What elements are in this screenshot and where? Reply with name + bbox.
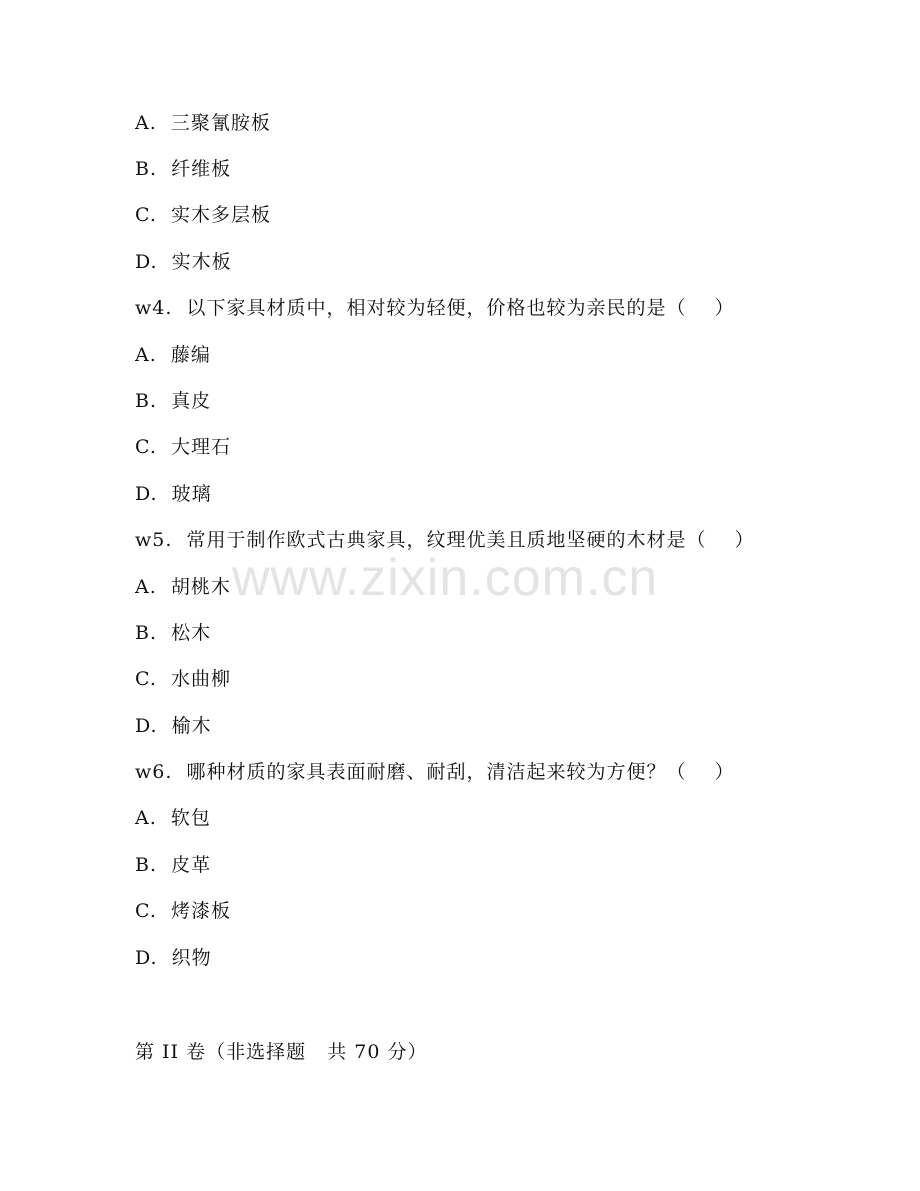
option-a-q3: A. 三聚氰胺板 — [135, 112, 271, 134]
option-b-w4: B. 真皮 — [135, 390, 212, 412]
option-d-w6: D. 织物 — [135, 947, 212, 969]
option-c-q3: C. 实木多层板 — [135, 204, 271, 226]
option-d-w4: D. 玻璃 — [135, 483, 212, 505]
option-a-w4: A. 藤编 — [135, 344, 211, 366]
option-b-w6: B. 皮革 — [135, 854, 212, 876]
watermark: www.zixin.com.cn — [232, 549, 659, 607]
option-c-w6: C. 烤漆板 — [135, 900, 231, 922]
option-a-w6: A. 软包 — [135, 807, 211, 829]
option-c-w4: C. 大理石 — [135, 436, 231, 458]
section-heading: 第 II 卷（非选择题 共 70 分） — [135, 1041, 428, 1063]
option-b-q3: B. 纤维板 — [135, 158, 232, 180]
question-w5: w5. 常用于制作欧式古典家具，纹理优美且质地坚硬的木材是（ ） — [135, 529, 755, 551]
question-w4: w4. 以下家具材质中，相对较为轻便，价格也较为亲民的是（ ） — [135, 297, 735, 319]
option-d-w5: D. 榆木 — [135, 715, 212, 737]
option-a-w5: A. 胡桃木 — [135, 576, 231, 598]
option-c-w5: C. 水曲柳 — [135, 668, 231, 690]
question-w6: w6. 哪种材质的家具表面耐磨、耐刮，清洁起来较为方便？（ ） — [135, 761, 735, 783]
option-d-q3: D. 实木板 — [135, 251, 232, 273]
option-b-w5: B. 松木 — [135, 622, 212, 644]
